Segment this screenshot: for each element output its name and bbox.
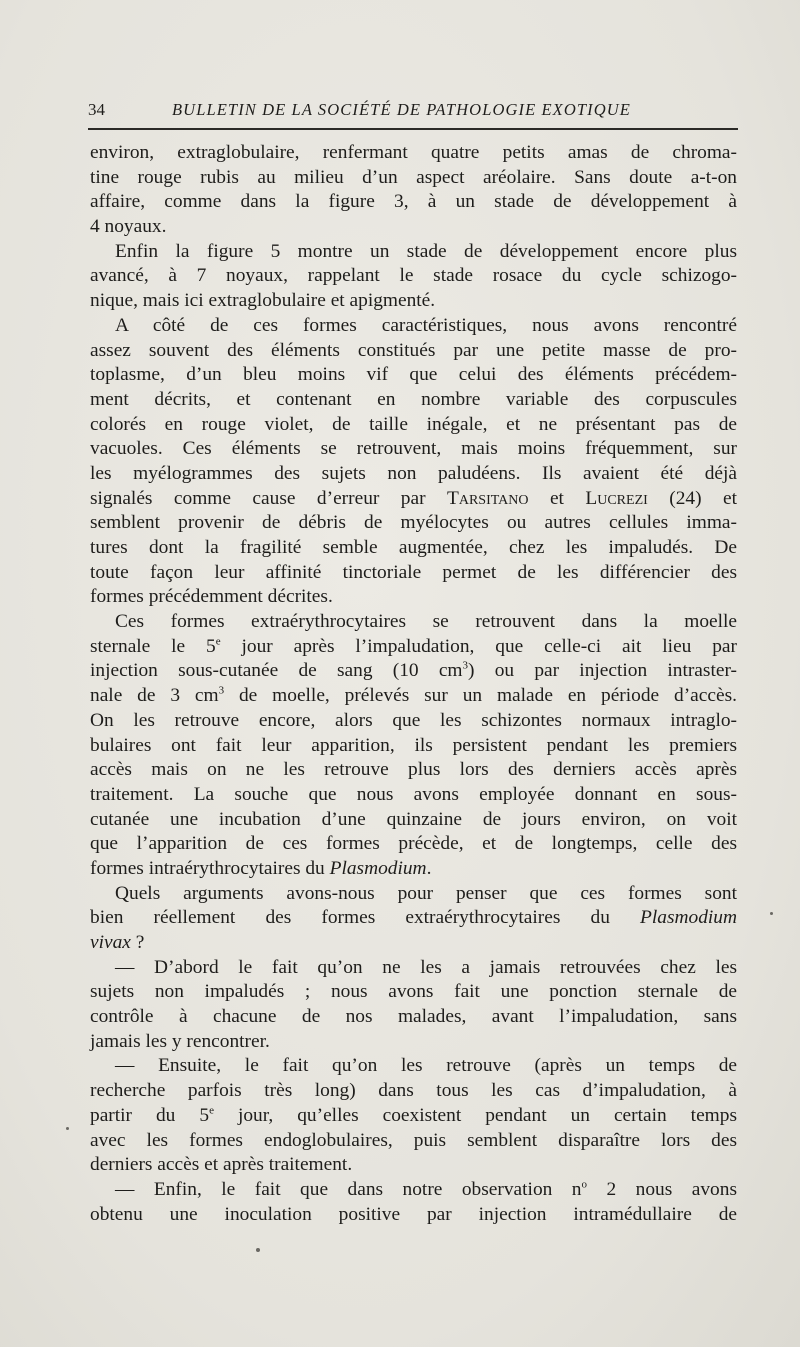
paragraph-start: Quels arguments avons-nous pour penser que ces formes sont — [115, 882, 737, 904]
page-number: 34 — [88, 100, 105, 119]
paragraph-start: — Ensuite, le fait qu’on les retrouve (après un temps de — [115, 1055, 737, 1077]
paragraph-start: Ces formes extraérythrocytaires se retrouvent dans la moelle — [115, 611, 737, 633]
species-name: Plasmodium — [329, 857, 427, 879]
paragraph-start: A côté de ces formes caractéristiques, nous avons rencontré — [115, 314, 737, 336]
text-line: que l’apparition de ces formes précède, et de longtemps, celle des — [90, 833, 737, 855]
text-fragment: ) ou par injection intraster- — [468, 660, 737, 682]
text-line — [90, 635, 737, 660]
header-rule — [88, 128, 738, 130]
text-line: traitement. La souche que nous avons employée donnant en sous- — [90, 783, 737, 805]
text-line: derniers accès et après traitement. — [90, 1154, 353, 1176]
text-fragment: bien réellement des formes extraérythrocytaires du — [90, 907, 641, 929]
text-line: accès mais on ne les retrouve plus lors des derniers accès après — [90, 759, 737, 781]
superscript: o — [581, 1178, 587, 1191]
text-fragment: 2 nous avons — [587, 1178, 737, 1200]
text-line: contrôle à chacune de nos malades, avant l’impaludation, sans — [90, 1006, 737, 1028]
text-fragment: signalés comme cause d’erreur par — [90, 487, 447, 509]
superscript: 3 — [218, 684, 225, 697]
paragraph-start: — D’abord le fait qu’on ne les a jamais retrouvées chez les — [115, 956, 737, 978]
author-name: Lucrezi — [585, 487, 648, 509]
text-line: avancé, à 7 noyaux, rappelant le stade rosace du cycle schizogo- — [90, 265, 737, 287]
running-header — [88, 100, 738, 124]
text-fragment: jour, qu’elles coexistent pendant un certain temps — [213, 1104, 737, 1126]
text-line: cutanée une incubation d’une quinzaine de jours environ, on voit — [90, 808, 737, 830]
text-fragment: ? — [130, 932, 145, 953]
text-line: On les retrouve encore, alors que les schizontes normaux intraglo- — [90, 709, 737, 731]
text-line: assez souvent des éléments constitués par une petite masse de pro- — [90, 339, 737, 361]
text-fragment: et — [528, 487, 586, 509]
text-fragment: jour après l’impaludation, que celle-ci ait lieu par — [220, 635, 738, 657]
text-line: tine rouge rubis au milieu d’un aspect aréolaire. Sans doute a-t-on — [90, 166, 737, 188]
text-fragment: . — [426, 857, 432, 879]
text-line: toute façon leur affinité tinctoriale permet de les différencier des — [90, 561, 737, 583]
text-line: colorés en rouge violet, de taille inégale, et ne présentant pas de — [90, 413, 737, 435]
text-line: environ, extraglobulaire, renfermant quatre petits amas de chroma- — [90, 142, 737, 163]
text-line: sujets non impaludés ; nous avons fait une ponction sternale de — [90, 981, 737, 1003]
author-name: Tarsitano — [447, 487, 529, 509]
text-line: formes précédemment décrites. — [90, 586, 333, 608]
text-line: avec les formes endoglobulaires, puis semblent disparaître lors des — [90, 1129, 737, 1151]
running-title: BULLETIN DE LA SOCIÉTÉ DE PATHOLOGIE EXOTIQUE — [172, 100, 631, 119]
text-fragment: de moelle, prélevés sur un malade en période d’accès. — [224, 685, 737, 707]
text-line: semblent provenir de débris de myélocytes ou autres cellules imma- — [90, 512, 737, 534]
reference-citation: (24) et — [647, 487, 737, 509]
text-line-with-authors — [90, 487, 737, 512]
text-line: tures dont la fragilité semble augmentée, chez les impaludés. De — [90, 537, 737, 558]
text-line: ment décrits, et contenant en nombre variable des corpuscules — [90, 388, 737, 410]
text-fragment: partir du 5 — [90, 1104, 210, 1126]
text-line: jamais les y rencontrer. — [90, 1030, 270, 1052]
text-fragment: injection sous-cutanée de sang (10 cm — [90, 660, 463, 682]
text-fragment: nale de 3 cm — [90, 685, 219, 707]
print-speck — [770, 912, 773, 915]
species-name: vivax — [90, 932, 131, 953]
text-fragment: sternale le 5 — [90, 635, 216, 657]
text-line — [90, 1104, 737, 1129]
text-line: obtenu une inoculation positive par injection intramédullaire de — [90, 1203, 737, 1225]
text-line: bulaires ont fait leur apparition, ils persistent pendant les premiers — [90, 734, 737, 756]
paragraph-start — [90, 1178, 737, 1203]
text-line: les myélogrammes des sujets non paludéens. Ils avaient été déjà — [90, 462, 737, 484]
text-line: 4 noyaux. — [90, 216, 167, 238]
text-line — [90, 906, 737, 931]
superscript: 3 — [462, 659, 469, 672]
text-line — [90, 684, 737, 709]
superscript: e — [209, 1104, 214, 1117]
text-line — [90, 931, 737, 956]
text-fragment: — Enfin, le fait que dans notre observation n — [115, 1178, 582, 1200]
text-line: vacuoles. Ces éléments se retrouvent, mais moins fréquemment, sur — [90, 438, 737, 460]
print-speck — [66, 1127, 69, 1130]
paragraph-start: Enfin la figure 5 montre un stade de développement encore plus — [115, 240, 737, 262]
text-line — [90, 857, 737, 882]
text-line: nique, mais ici extraglobulaire et apigmenté. — [90, 290, 436, 312]
print-speck — [256, 1248, 260, 1252]
text-line: recherche parfois très long) dans tous les cas d’impaludation, à — [90, 1080, 737, 1102]
text-line — [90, 659, 737, 684]
species-name: Plasmodium — [640, 907, 737, 929]
superscript: e — [215, 635, 221, 648]
body-text — [90, 141, 737, 1227]
text-line: toplasme, d’un bleu moins vif que celui des éléments précédem- — [90, 364, 737, 386]
text-fragment: formes intraérythrocytaires du — [90, 857, 330, 879]
text-line: affaire, comme dans la figure 3, à un stade de développement à — [90, 191, 737, 213]
